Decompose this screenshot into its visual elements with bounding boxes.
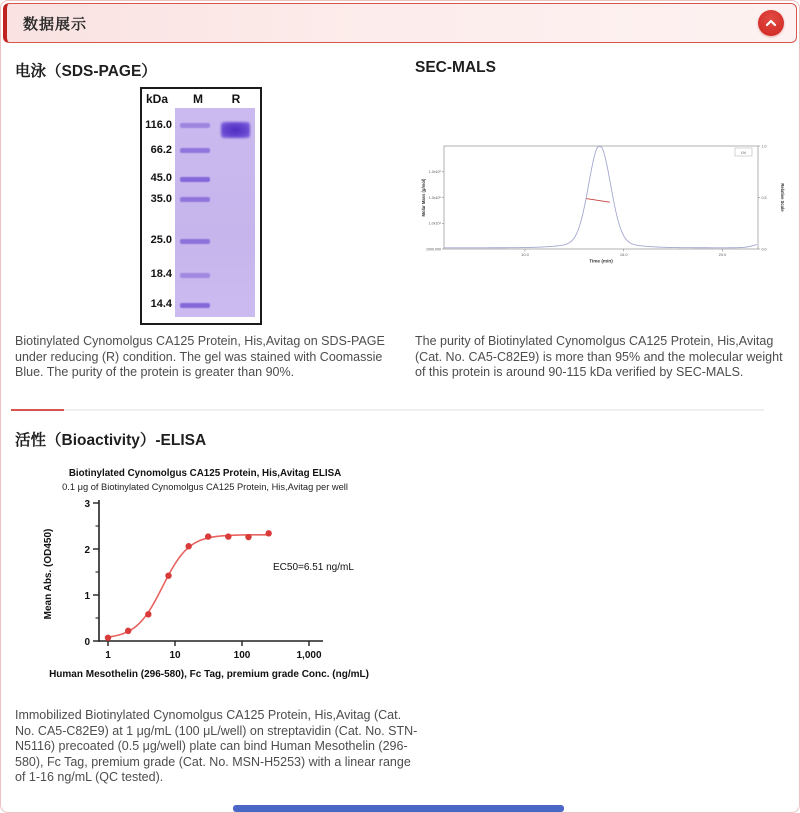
elisa-data-point — [105, 635, 111, 641]
divider-accent — [11, 409, 64, 411]
svg-text:20.0: 20.0 — [718, 251, 727, 257]
svg-text:Time (min): Time (min) — [589, 258, 613, 264]
svg-text:3: 3 — [84, 498, 90, 510]
elisa-data-point — [205, 533, 211, 539]
elisa-caption: Immobilized Biotinylated Cynomolgus CA125 Protein, His,Avitag (Cat. No. CA5-C82E9) at 1 μg/mL (100 μL/well) on streptavidin (Cat. No. STN-N5116) precoated (0.5 μg/well) plate can bind Human Mesothelin (296-580), Fc Tag, premium grade (Cat. No. MSN-H5253) with a linear range of 1-16 ng/mL (QC tested). — [15, 708, 418, 784]
gel-marker-band — [180, 239, 210, 244]
svg-text:Mean Abs. (OD450): Mean Abs. (OD450) — [43, 528, 54, 620]
svg-text:1: 1 — [84, 590, 90, 602]
svg-text:100: 100 — [233, 650, 251, 661]
gel-lane-r-label: R — [231, 92, 241, 106]
elisa-fit-curve — [108, 535, 270, 637]
svg-text:EC50=6.51 ng/mL: EC50=6.51 ng/mL — [273, 562, 354, 573]
gel-marker-label: 35.0 — [150, 192, 172, 205]
svg-text:2: 2 — [84, 544, 90, 556]
elisa-data-point — [125, 628, 131, 634]
svg-text:1,000: 1,000 — [296, 650, 322, 661]
svg-text:1.0x10⁴: 1.0x10⁴ — [428, 221, 441, 226]
svg-text:15.0: 15.0 — [619, 251, 628, 257]
svg-text:0.1 μg of Biotinylated Cynomol: 0.1 μg of Biotinylated Cynomolgus CA125 Protein, His,Avitag per well — [62, 482, 348, 492]
sec-mals-chart — [415, 105, 795, 267]
elisa-chart — [31, 461, 391, 693]
section-title: 数据展示 — [23, 15, 88, 33]
elisa-data-point — [225, 533, 231, 539]
collapse-section-button[interactable] — [758, 10, 784, 36]
gel-marker-label: 25.0 — [150, 234, 172, 247]
svg-text:1.0x10⁶: 1.0x10⁶ — [428, 170, 441, 175]
horizontal-scrollbar-thumb[interactable] — [233, 805, 564, 812]
svg-text:0: 0 — [84, 636, 90, 648]
svg-text:Human Mesothelin (296-580), Fc: Human Mesothelin (296-580), Fc Tag, premium grade Conc. (ng/mL) — [49, 669, 369, 680]
sec-mals-heading: SEC-MALS — [415, 59, 496, 76]
gel-sample-band — [221, 122, 250, 138]
gel-marker-label: 66.2 — [150, 143, 172, 156]
gel-marker-label: 116.0 — [145, 118, 172, 131]
svg-text:0.0: 0.0 — [761, 247, 767, 252]
gel-marker-band — [180, 123, 210, 128]
sec-mals-svg — [415, 105, 795, 267]
elisa-data-point — [245, 534, 251, 540]
gel-marker-label: 18.4 — [150, 268, 172, 281]
gel-marker-band — [180, 148, 210, 153]
sds-page-caption: Biotinylated Cynomolgus CA125 Protein, His,Avitag on SDS-PAGE under reducing (R) condition. The gel was stained with Coomassie Blue. The purity of the protein is greater than 90%. — [15, 334, 385, 379]
sds-page-gel-figure — [140, 87, 262, 325]
svg-text:1000.000: 1000.000 — [426, 247, 441, 252]
svg-text:UV: UV — [740, 150, 747, 155]
svg-text:Molar Mass (g/mol): Molar Mass (g/mol) — [421, 178, 426, 217]
sds-page-heading: 电泳（SDS-PAGE） — [15, 63, 157, 80]
section-divider — [11, 409, 764, 411]
elisa-svg — [31, 461, 391, 693]
gel-area — [175, 108, 255, 317]
gel-marker-band — [180, 303, 210, 308]
elisa-data-point — [185, 543, 191, 549]
gel-marker-band — [180, 273, 210, 278]
svg-text:0.5: 0.5 — [761, 195, 767, 200]
section-header-bar — [3, 3, 797, 43]
elisa-data-point — [145, 611, 151, 617]
elisa-heading: 活性（Bioactivity）-ELISA — [15, 432, 207, 449]
gel-lane-m-label: M — [193, 92, 203, 106]
svg-text:10.0: 10.0 — [521, 251, 529, 257]
elisa-data-point — [165, 572, 171, 578]
svg-text:Relative Scale: Relative Scale — [780, 183, 785, 212]
svg-text:1: 1 — [105, 650, 111, 661]
gel-marker-band — [180, 197, 210, 202]
elisa-data-point — [265, 530, 271, 536]
svg-text:1.0x10⁵: 1.0x10⁵ — [428, 195, 441, 200]
gel-marker-label: 45.0 — [150, 172, 172, 185]
gel-marker-label: 14.4 — [150, 298, 172, 311]
svg-text:10: 10 — [169, 650, 181, 661]
gel-marker-band — [180, 177, 210, 182]
gel-unit-label: kDa — [146, 92, 169, 106]
svg-text:1.0: 1.0 — [761, 144, 767, 149]
chevron-up-icon — [764, 16, 778, 30]
sec-mals-caption: The purity of Biotinylated Cynomolgus CA125 Protein, His,Avitag (Cat. No. CA5-C82E9) is more than 95% and the molecular weight of this protein is around 90-115 kDa verified by SEC-MALS. — [415, 334, 783, 379]
svg-text:Biotinylated Cynomolgus CA125: Biotinylated Cynomolgus CA125 Protein, His,Avitag ELISA — [68, 468, 342, 479]
